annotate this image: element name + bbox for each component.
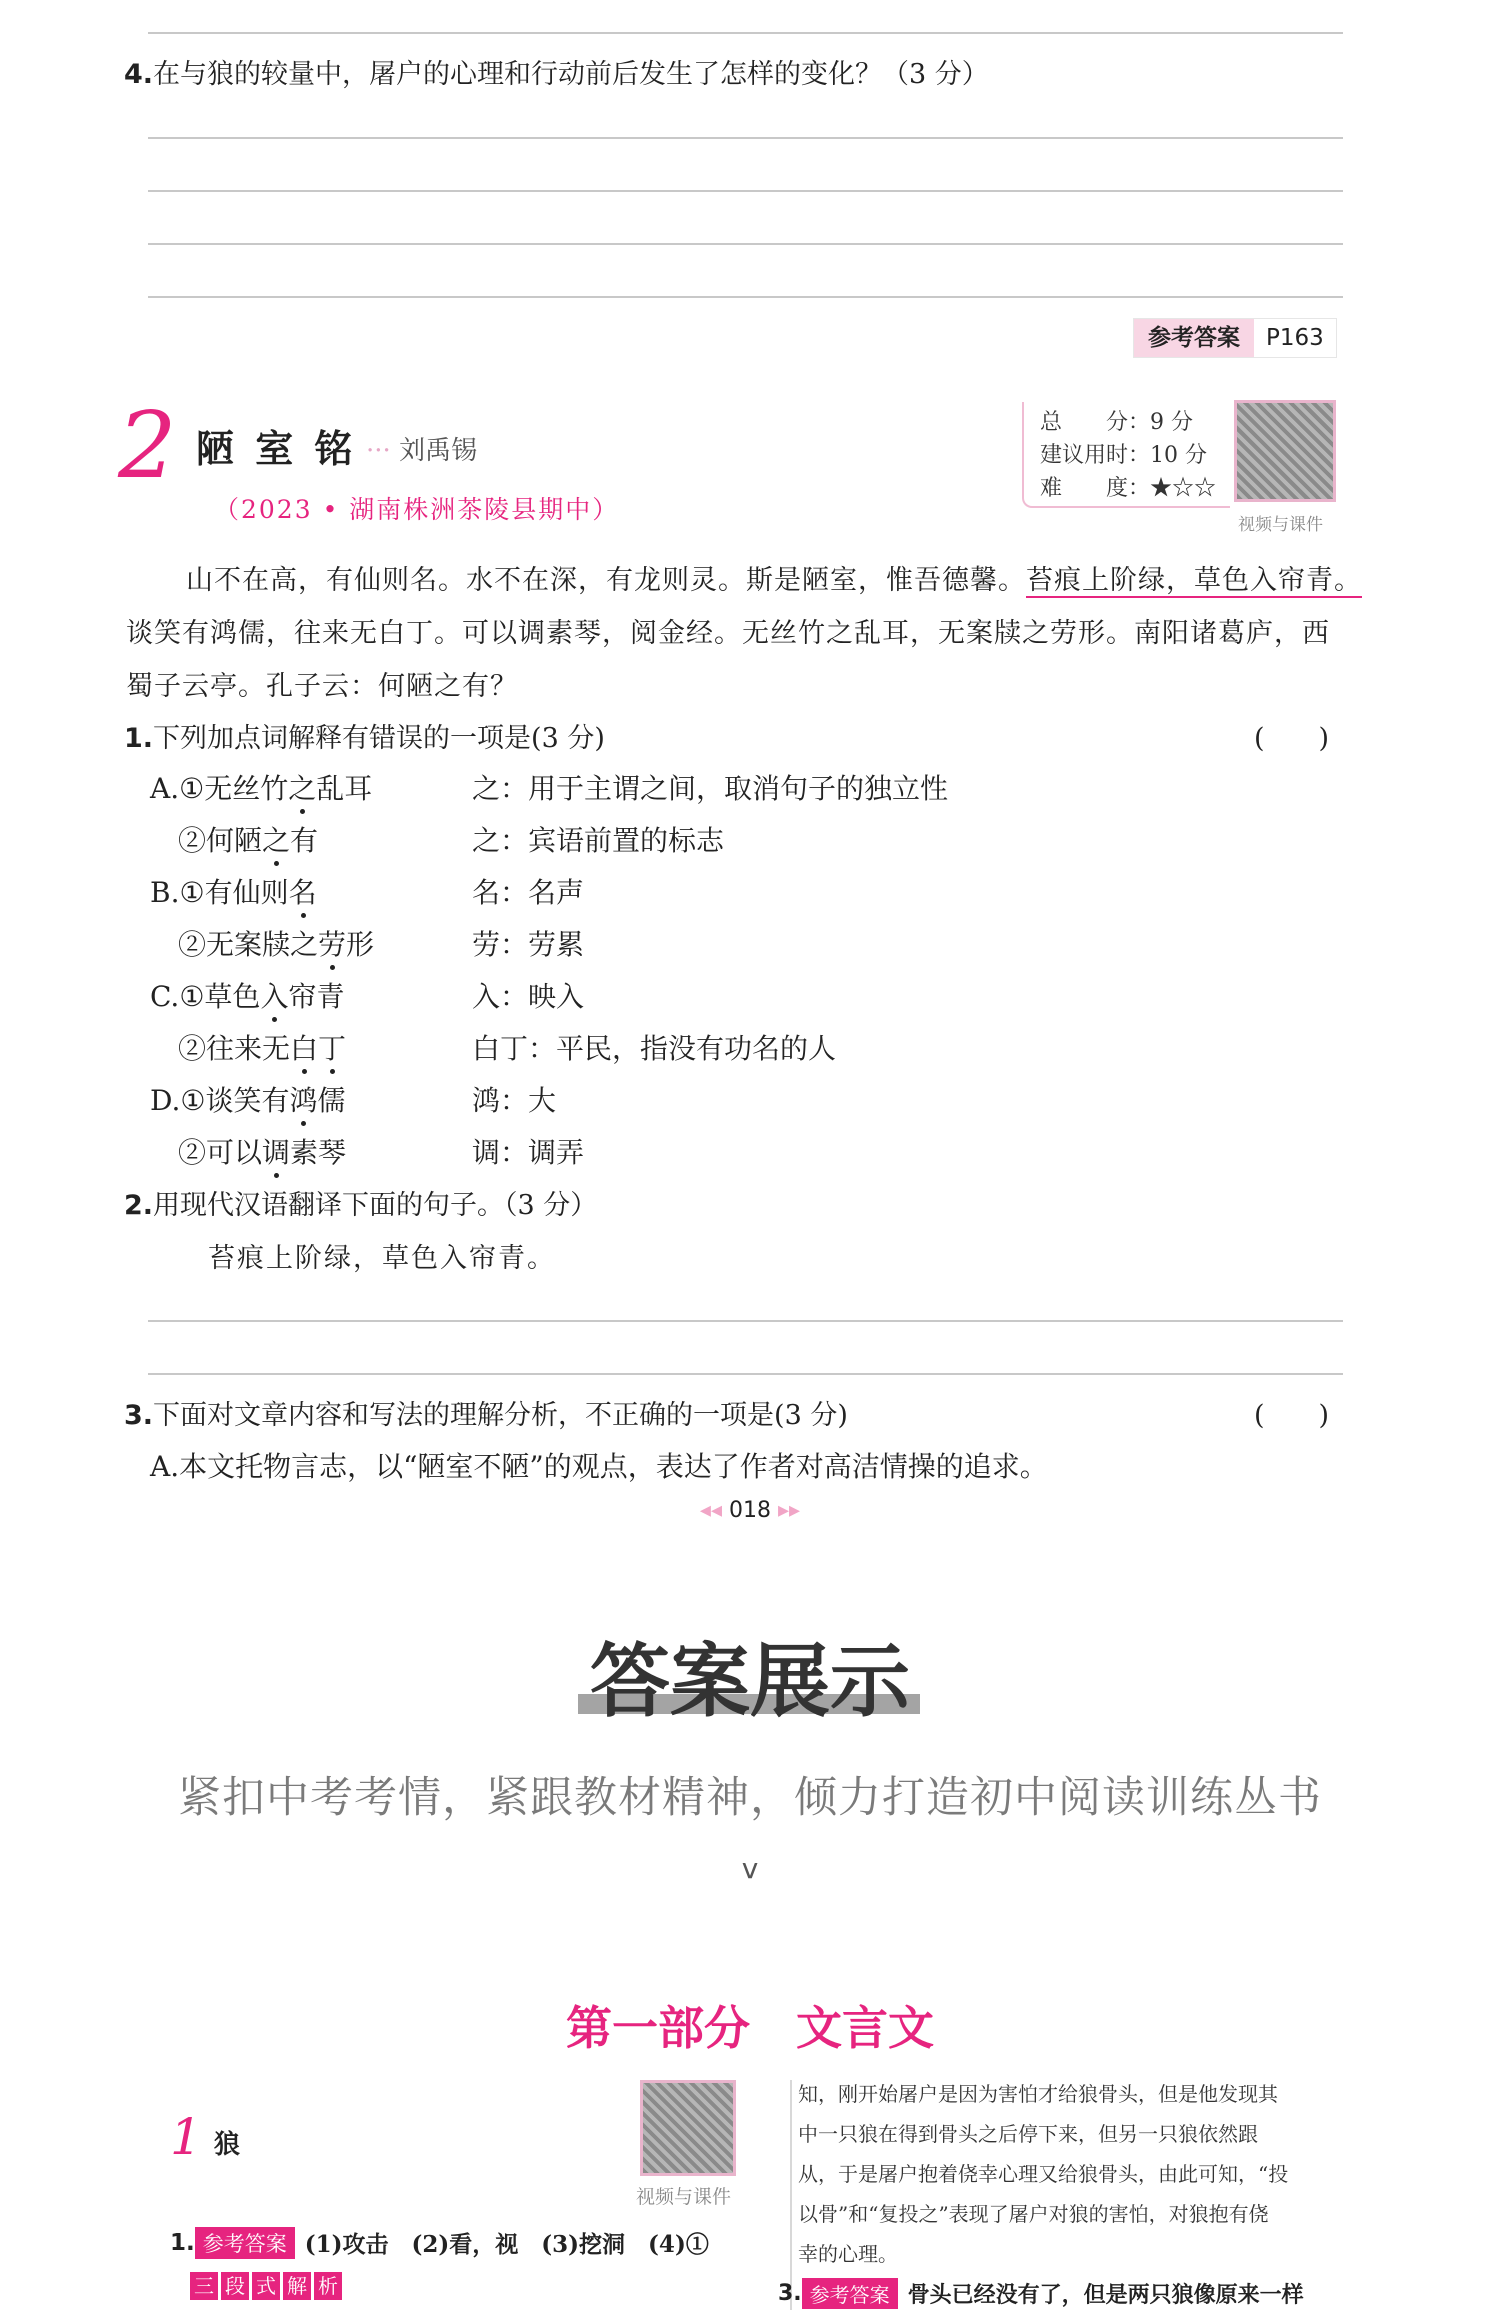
passage-line-1 — [186, 558, 1362, 597]
answer-parentheses[interactable]: ( ) — [1254, 1400, 1330, 1431]
author-line — [366, 430, 477, 467]
answer-line — [148, 190, 1343, 192]
question-text: 下面对文章内容和写法的理解分析，不正确的一项是(3 分) — [153, 1400, 848, 1431]
right-column-text — [798, 2074, 1288, 2274]
option-a-2: ②何陋之有 — [178, 819, 318, 859]
question-text: 在与狼的较量中，屠户的心理和行动前后发生了怎样的变化？（3 分） — [153, 59, 989, 90]
option-a-2-expl: 之：宾语前置的标志 — [472, 824, 725, 857]
question-3 — [124, 1393, 848, 1432]
analysis-label — [190, 2272, 342, 2300]
analysis-char: 析 — [314, 2272, 342, 2300]
right-column-line: 从，于是屠户抱着侥幸心理又给狼骨头，由此可知，“投 — [798, 2162, 1289, 2186]
part-heading: 第一部分 文言文 — [566, 2001, 934, 2055]
question-number: 3. — [124, 1400, 154, 1431]
info-text — [1040, 406, 1216, 505]
dots-decoration: ··· — [366, 436, 391, 466]
option-c-1: C.①草色入帘青 — [150, 975, 344, 1015]
option-a: A.本文托物言志，以“陋室不陋”的观点，表达了作者对高洁情操的追求。 — [150, 1450, 1048, 1483]
answer-reference-tag — [1133, 318, 1337, 358]
question-number: 2. — [124, 1190, 154, 1221]
right-column-line: 以骨”和“复投之”表现了屠户对狼的害怕，对狼抱有侥 — [798, 2202, 1269, 2226]
answer-tag-page: P163 — [1254, 319, 1336, 357]
chevron-down-icon[interactable]: v — [741, 1852, 759, 1885]
passage-text: 山不在高，有仙则名。水不在深，有龙则灵。斯是陋室，惟吾德馨。 — [186, 565, 1026, 596]
analysis-char: 三 — [190, 2272, 218, 2300]
right-column-line: 中一只狼在得到骨头之后停下来，但另一只狼依然跟 — [798, 2122, 1258, 2146]
answer-parentheses[interactable]: ( ) — [1254, 723, 1330, 754]
answer-tag: 参考答案 — [802, 2278, 898, 2309]
option-c-2: ②往来无白丁 — [178, 1027, 346, 1067]
question-1 — [124, 716, 605, 755]
right-column-line: 幸的心理。 — [798, 2242, 898, 2266]
question-text: 用现代汉语翻译下面的句子。（3 分） — [153, 1190, 598, 1221]
question-2 — [124, 1183, 597, 1222]
answer-3-line — [778, 2278, 1304, 2309]
question-text: 下列加点词解释有错误的一项是(3 分) — [153, 723, 605, 754]
answer-line — [148, 137, 1343, 139]
left-arrow-icon: ◂◂ — [699, 1498, 722, 1523]
item-title: 狼 — [214, 2130, 241, 2160]
right-column-line: 知，刚开始屠户是因为害怕才给狼骨头，但是他发现其 — [798, 2082, 1278, 2106]
answer-line — [148, 1320, 1343, 1322]
info-total: 总 分：9 分 — [1040, 410, 1193, 435]
qr-code-icon[interactable] — [640, 2080, 736, 2176]
answer-number: 1. — [170, 2229, 195, 2256]
answer-3-text: 骨头已经没有了，但是两只狼像原来一样 — [907, 2282, 1304, 2308]
answer-tag: 参考答案 — [195, 2227, 295, 2259]
qr-caption: 视频与课件 — [1238, 515, 1323, 535]
section-number: 2 — [118, 392, 177, 499]
option-b-1: B.①有仙则名 — [150, 871, 317, 911]
analysis-char: 解 — [283, 2272, 311, 2300]
answer-1-text: (1)攻击 (2)看，视 (3)挖洞 (4)① — [304, 2231, 709, 2258]
option-b-2-expl: 劳：劳累 — [472, 928, 585, 961]
question-number: 1. — [124, 723, 154, 754]
answer-line — [148, 243, 1343, 245]
option-c-1-expl: 入：映入 — [472, 980, 585, 1013]
answer-line — [148, 1373, 1343, 1375]
question-number: 4. — [124, 59, 154, 90]
info-difficulty: 难 度：★☆☆ — [1040, 476, 1217, 501]
qr-code-icon[interactable] — [1234, 400, 1336, 502]
qr-caption: 视频与课件 — [636, 2186, 732, 2208]
option-d-2-expl: 调：调弄 — [472, 1136, 585, 1169]
showcase-title: 答案展示 — [590, 1635, 910, 1728]
answer-tag-label: 参考答案 — [1134, 319, 1254, 357]
item-number: 1 — [170, 2108, 202, 2166]
right-arrow-icon: ▸▸ — [778, 1498, 801, 1523]
column-divider — [790, 2080, 792, 2310]
answer-line — [148, 32, 1343, 34]
option-a-1-expl: 之：用于主谓之间，取消句子的独立性 — [472, 772, 949, 805]
analysis-char: 式 — [252, 2272, 280, 2300]
passage-line-2: 谈笑有鸿儒，往来无白丁。可以调素琴，阅金经。无丝竹之乱耳，无案牍之劳形。南阳诸葛庐，西 — [126, 618, 1330, 649]
page-number — [0, 1498, 1500, 1523]
analysis-char: 段 — [221, 2272, 249, 2300]
answer-1-line — [170, 2226, 709, 2259]
answer-number: 3. — [778, 2281, 802, 2306]
question-4 — [124, 52, 989, 91]
showcase-subtitle: 紧扣中考考情，紧跟教材精神，倾力打造初中阅读训练丛书 — [178, 1773, 1322, 1823]
answer-line — [148, 296, 1343, 298]
info-time: 建议用时：10 分 — [1040, 443, 1207, 468]
section-title: 陋 室 铭 — [196, 426, 357, 471]
translate-sentence: 苔痕上阶绿，草色入帘青。 — [208, 1243, 556, 1274]
option-b-1-expl: 名：名声 — [472, 876, 585, 909]
option-d-1: D.①谈笑有鸿儒 — [150, 1079, 346, 1119]
page-number-text: 018 — [729, 1498, 771, 1523]
option-d-2: ②可以调素琴 — [178, 1131, 346, 1171]
author: 刘禹锡 — [399, 436, 478, 466]
option-c-2-expl: 白丁：平民，指没有功名的人 — [472, 1032, 837, 1065]
option-a-1: A.①无丝竹之乱耳 — [150, 767, 372, 807]
passage-line-3: 蜀子云亭。孔子云：何陋之有？ — [126, 671, 518, 702]
option-d-1-expl: 鸿：大 — [472, 1084, 557, 1117]
option-b-2: ②无案牍之劳形 — [178, 923, 374, 963]
passage-underlined-sentence: 苔痕上阶绿，草色入帘青。 — [1026, 565, 1362, 596]
source-line: （2023 • 湖南株洲茶陵县期中） — [214, 495, 620, 524]
